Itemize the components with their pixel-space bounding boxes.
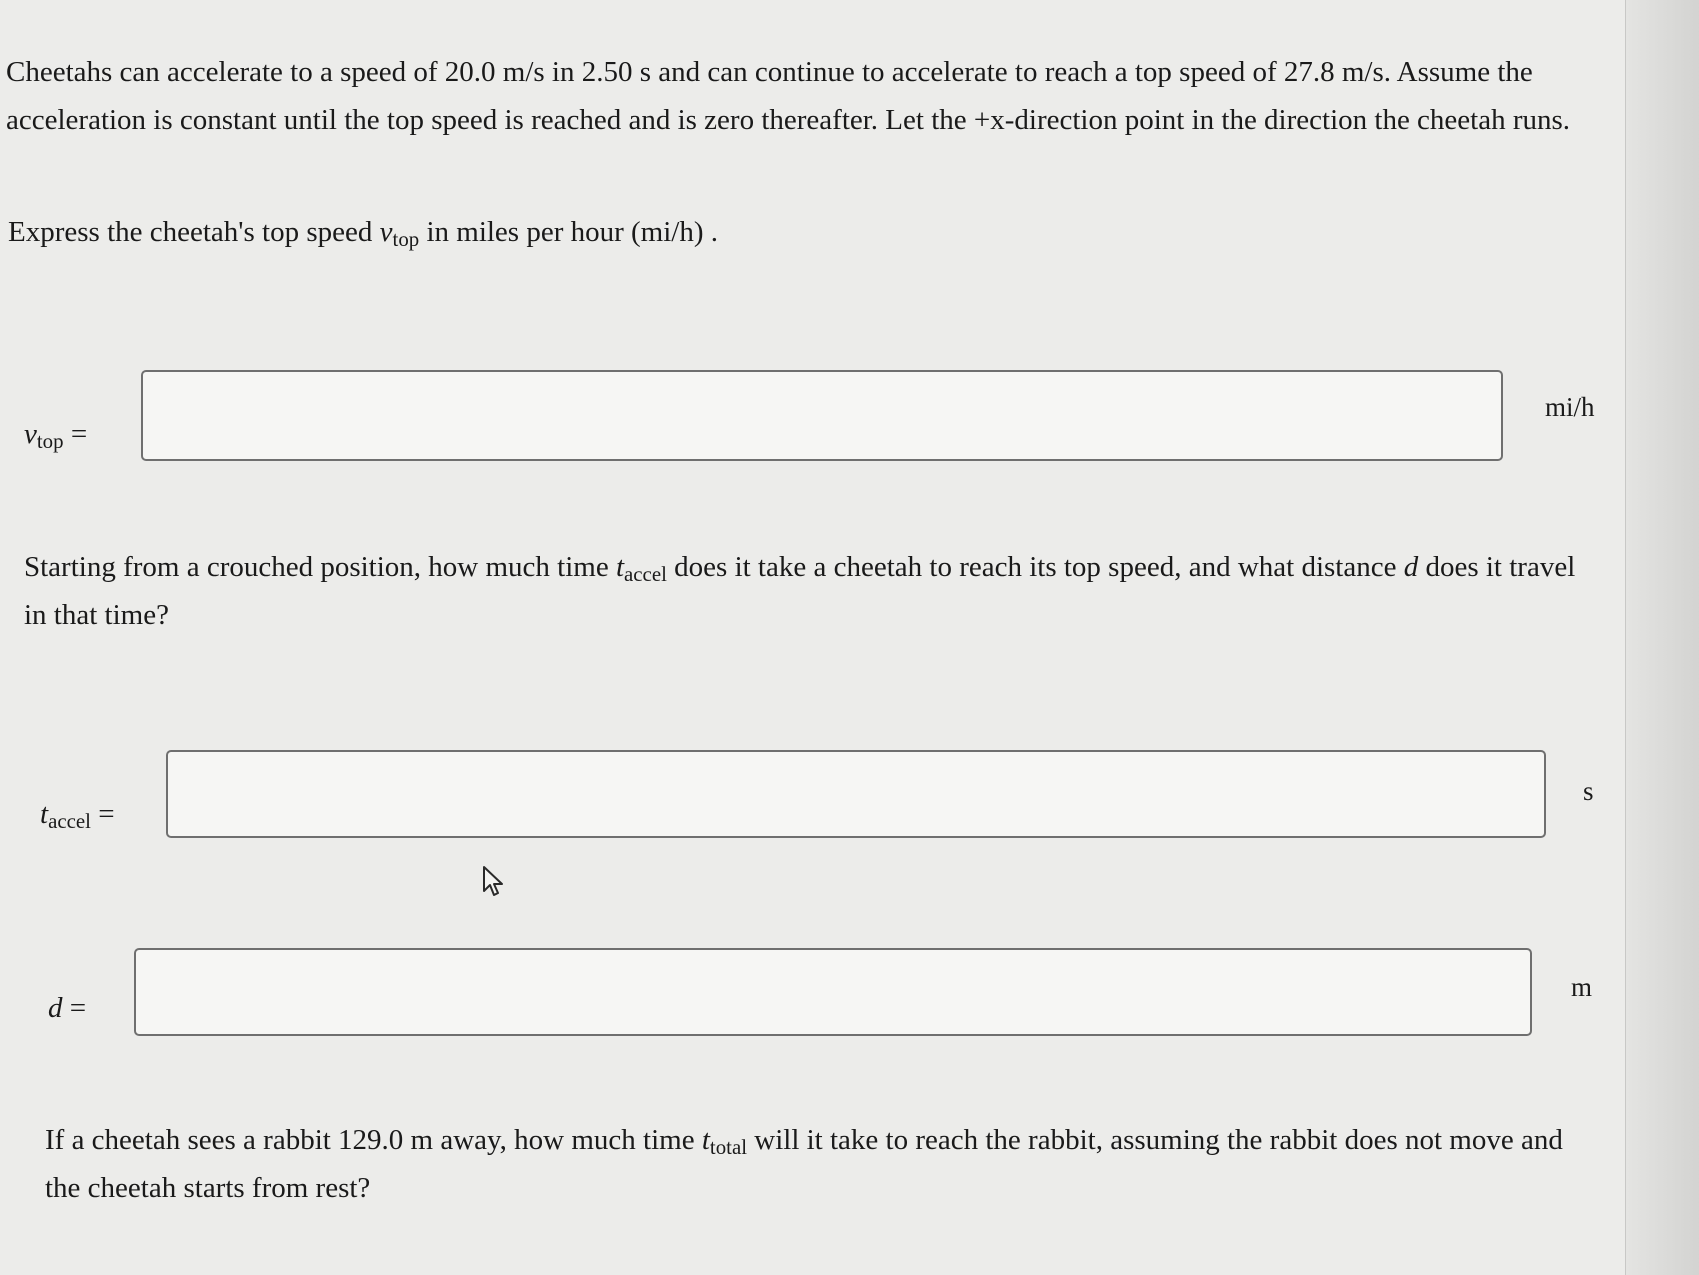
q2-text-after: does it travel in that time? bbox=[24, 551, 1576, 631]
d-unit: m bbox=[1571, 972, 1593, 1002]
problem-intro: Cheetahs can accelerate to a speed of 20.0 m/s in 2.50 s and can continue to accelerate to reach a top speed of 27.8 m/s. Assume the acceleration is constant until the top speed is reached and is zero thereafter. Let the +x-direction point in the direction the cheetah runs. bbox=[6, 56, 1571, 136]
q1-variable: v bbox=[379, 216, 393, 248]
q2-variable-t-subscript: accel bbox=[624, 562, 667, 587]
q3-variable-subscript: total bbox=[709, 1135, 748, 1160]
vtop-label bbox=[24, 418, 88, 454]
screen-right-margin bbox=[1625, 0, 1699, 1275]
vtop-answer-input[interactable] bbox=[141, 370, 1503, 461]
q2-text-middle: does it take a cheetah to reach its top speed, and what distance bbox=[666, 551, 1404, 583]
q1-text-before: Express the cheetah's top speed bbox=[8, 216, 380, 248]
q2-variable-t: t bbox=[615, 551, 625, 583]
taccel-subscript: accel bbox=[48, 809, 91, 834]
q1-variable-subscript: top bbox=[392, 227, 420, 252]
q3-text-before: If a cheetah sees a rabbit 129.0 m away, how much time bbox=[45, 1124, 702, 1156]
d-variable: d bbox=[48, 992, 63, 1024]
q3-variable: t bbox=[701, 1124, 710, 1156]
q2-variable-d: d bbox=[1403, 551, 1419, 583]
mouse-pointer-icon bbox=[482, 865, 508, 899]
vtop-equals: = bbox=[70, 418, 88, 450]
d-label bbox=[48, 992, 86, 1025]
q1-text-after: in miles per hour (mi/h) . bbox=[419, 216, 719, 248]
vtop-subscript: top bbox=[36, 429, 64, 454]
question-accel-time-distance bbox=[24, 543, 1604, 639]
taccel-unit: s bbox=[1583, 776, 1594, 806]
d-equals: = bbox=[69, 992, 87, 1024]
taccel-variable: t bbox=[40, 798, 49, 830]
vtop-variable: v bbox=[24, 418, 37, 450]
taccel-label bbox=[40, 798, 115, 834]
q3-text-after: will it take to reach the rabbit, assuming the rabbit does not move and the cheetah starts from rest? bbox=[45, 1124, 1563, 1204]
taccel-answer-input[interactable] bbox=[166, 750, 1546, 838]
q2-text-before: Starting from a crouched position, how much time bbox=[24, 551, 616, 583]
vtop-unit: mi/h bbox=[1545, 392, 1595, 422]
d-answer-input[interactable] bbox=[134, 948, 1532, 1036]
question-total-time bbox=[45, 1116, 1605, 1212]
question-top-speed bbox=[8, 208, 1608, 256]
taccel-equals: = bbox=[98, 798, 115, 830]
